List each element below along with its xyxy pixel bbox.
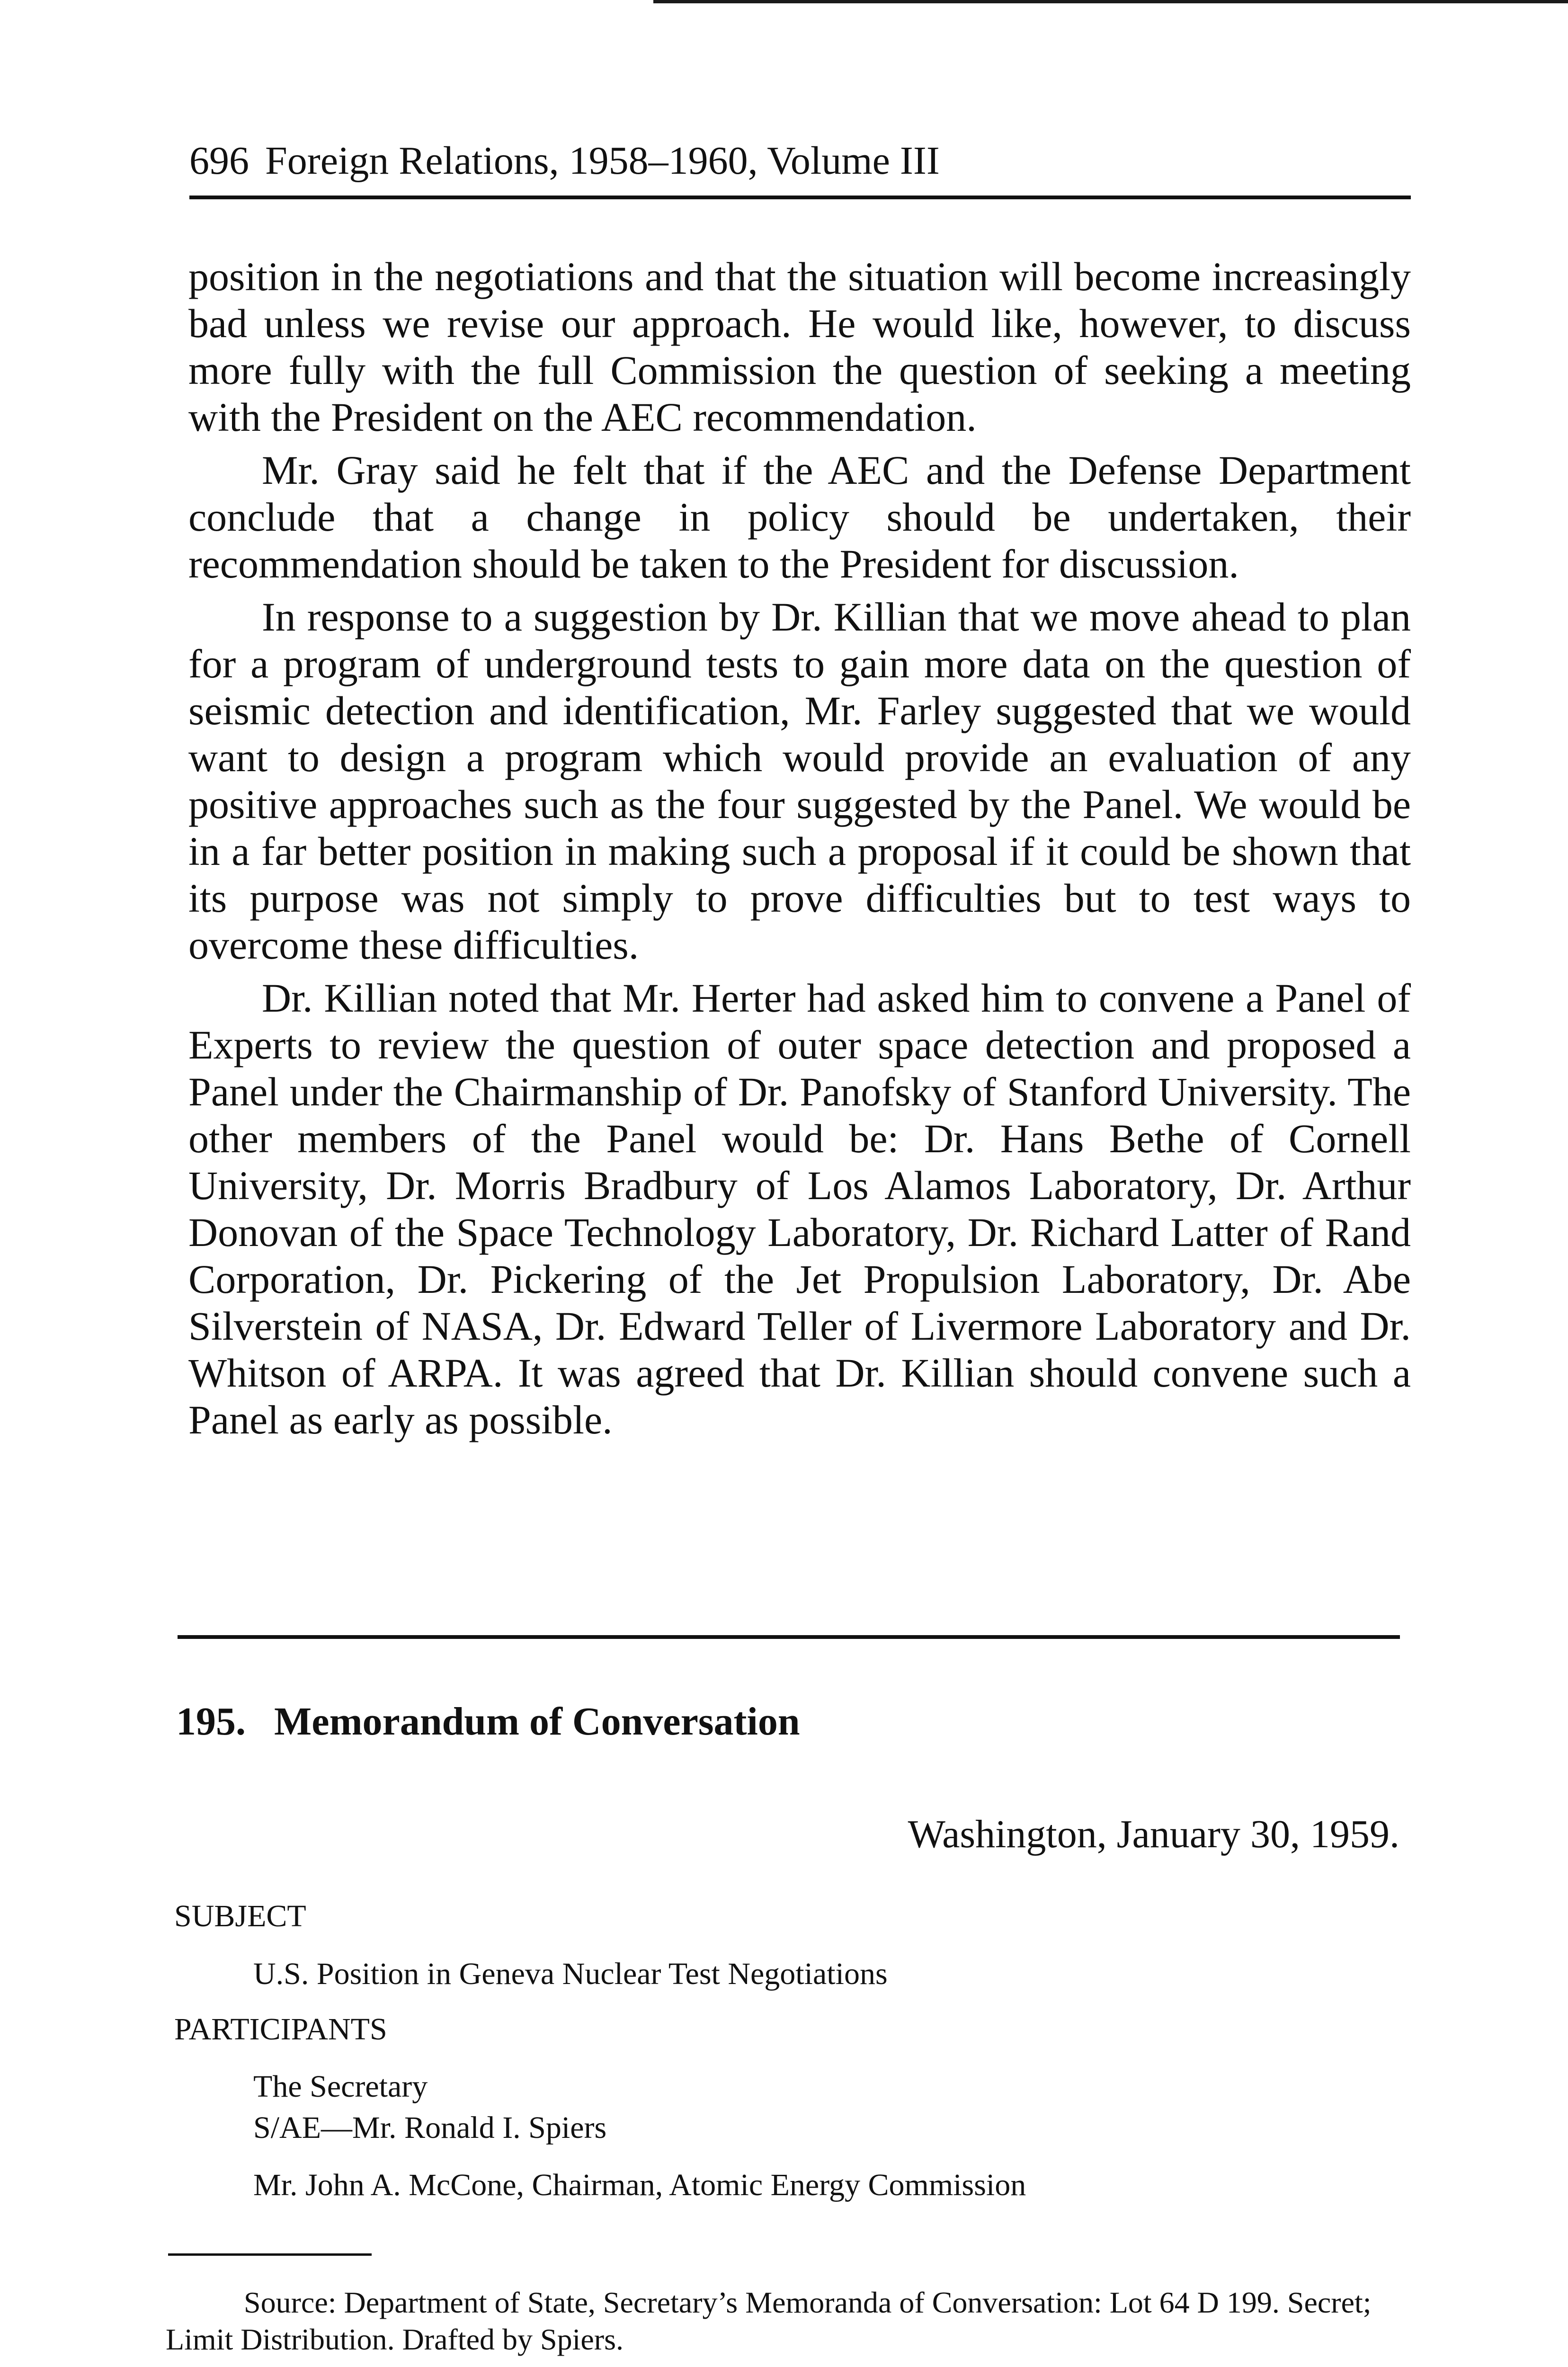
paragraph: In response to a suggestion by Dr. Killian that we move ahead to plan for a program of underground tests to gain more data on the question of seismic detection and identification, Mr. Farley suggested that we would want to design a program which would provide an evaluation of any positive approaches such as the four suggested by the Panel. We would be in a far better position in making such a proposal if it could be shown that its purpose was not simply to prove difficulties but to test ways to overcome these difficulties.	[188, 594, 1411, 968]
footnote-rule	[168, 2253, 372, 2256]
paragraph: Mr. Gray said he felt that if the AEC and the Defense Department conclude that a change in policy should be undertaken, their recommendation should be taken to the President for discussion.	[188, 447, 1411, 587]
header-rule	[189, 196, 1411, 199]
section-divider	[178, 1635, 1400, 1639]
participant-item: S/AE—Mr. Ronald I. Spiers	[253, 2110, 607, 2145]
document-title: Memorandum of Conversation	[274, 1700, 800, 1744]
participants-label: PARTICIPANTS	[174, 2012, 387, 2047]
dateline: Washington, January 30, 1959.	[908, 1812, 1399, 1856]
document-number: 195.	[176, 1700, 246, 1744]
page-number: 696	[189, 139, 249, 183]
participant-item: The Secretary	[253, 2069, 428, 2104]
page-header	[189, 130, 1411, 201]
paragraph-continued: position in the negotiations and that the situation will become increasingly bad unless we revise our approach. He would like, however, to discuss more fully with the full Commission the question of seeking a meeting with the President on the AEC recommendation.	[188, 254, 1411, 440]
subject-label: SUBJECT	[174, 1899, 306, 1933]
paragraph: Dr. Killian noted that Mr. Herter had asked him to convene a Panel of Experts to review the question of outer space detection and proposed a Panel under the Chairmanship of Dr. Panofsky of Stanford University. The other members of the Panel would be: Dr. Hans Bethe of Cornell University, Dr. Morris Bradbury of Los Alamos Laboratory, Dr. Arthur Donovan of the Space Technology Laboratory, Dr. Richard Latter of Rand Corporation, Dr. Pickering of the Jet Propulsion Laboratory, Dr. Abe Silverstein of NASA, Dr. Edward Teller of Livermore Laboratory and Dr. Whitson of ARPA. It was agreed that Dr. Killian should convene such a Panel as early as possible.	[188, 975, 1411, 1442]
running-head	[189, 135, 940, 187]
participant-item: Mr. John A. McCone, Chairman, Atomic Energy Commission	[253, 2168, 1026, 2202]
subject-value: U.S. Position in Geneva Nuclear Test Negotiations	[253, 1957, 888, 1991]
body-text	[188, 253, 1411, 1450]
source-footnote: Source: Department of State, Secretary’s Memoranda of Conversation: Lot 64 D 199. Secret; Limit Distribution. Drafted by Spiers.	[166, 2286, 1372, 2356]
running-title: Foreign Relations, 1958–1960, Volume III	[265, 139, 940, 183]
scan-edge	[653, 0, 1568, 3]
document-heading	[176, 1696, 800, 1748]
